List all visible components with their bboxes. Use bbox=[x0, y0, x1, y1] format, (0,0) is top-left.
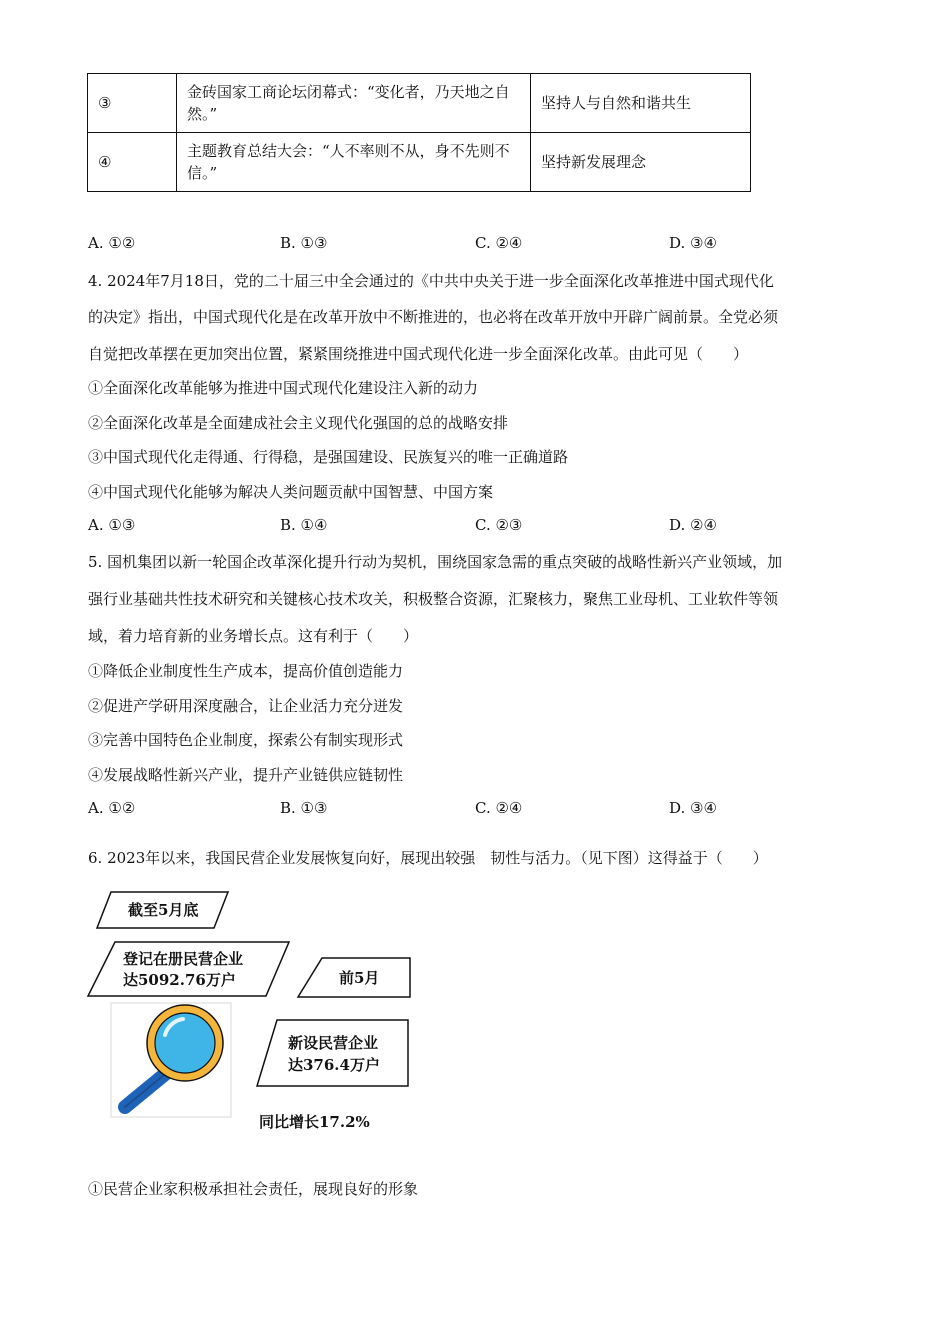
q4-option-d[interactable]: D. ②④ bbox=[669, 516, 717, 534]
q4-item-1: ①全面深化改革能够为推进中国式现代化建设注入新的动力 bbox=[88, 379, 479, 397]
date-label: 截至5月底 bbox=[128, 901, 199, 919]
infographic bbox=[85, 885, 425, 1135]
registered-line-2: 达5092.76万户 bbox=[123, 971, 236, 989]
q5-option-c[interactable]: C. ②④ bbox=[475, 799, 523, 817]
q3-option-d[interactable]: D. ③④ bbox=[669, 234, 717, 252]
q5-item-1: ①降低企业制度性生产成本，提高价值创造能力 bbox=[88, 662, 404, 680]
q4-stem-line-3: 自觉把改革摆在更加突出位置，紧紧围绕推进中国式现代化进一步全面深化改革。由此可见（ ） bbox=[88, 345, 749, 363]
q5-option-d[interactable]: D. ③④ bbox=[669, 799, 717, 817]
new-enterprises-line-2: 达376.4万户 bbox=[288, 1056, 380, 1074]
q4-option-a[interactable]: A. ①③ bbox=[88, 516, 136, 534]
q3-option-a[interactable]: A. ①② bbox=[88, 234, 136, 252]
q5-option-a[interactable]: A. ①② bbox=[88, 799, 136, 817]
period-label: 前5月 bbox=[339, 969, 380, 987]
row-number: ④ bbox=[88, 133, 177, 192]
infographic-shapes bbox=[85, 885, 425, 1135]
q5-item-2: ②促进产学研用深度融合，让企业活力充分迸发 bbox=[88, 697, 404, 715]
q6-stem: 6. 2023年以来，我国民营企业发展恢复向好，展现出较强 韧性与活力。（见下图）这得益于（ ） bbox=[88, 849, 768, 867]
q5-option-b[interactable]: B. ①③ bbox=[280, 799, 328, 817]
q5-stem-line-2: 强行业基础共性技术研究和关键核心技术攻关，积极整合资源，汇聚核力，聚焦工业母机、工业软件等领 bbox=[88, 590, 779, 608]
q4-stem-line-2: 的决定》指出，中国式现代化是在改革开放中不断推进的，也必将在改革开放中开辟广阔前景。全党必须 bbox=[88, 308, 779, 326]
q4-option-c[interactable]: C. ②③ bbox=[475, 516, 523, 534]
q4-stem-line-1: 4. 2024年7月18日，党的二十届三中全会通过的《中共中央关于进一步全面深化改革推进中国式现代化 bbox=[88, 272, 774, 290]
q5-stem-line-3: 域，着力培育新的业务增长点。这有利于（ ） bbox=[88, 627, 419, 645]
question-3-table bbox=[87, 73, 751, 192]
q5-stem-line-1: 5. 国机集团以新一轮国企改革深化提升行动为契机，围绕国家急需的重点突破的战略性新兴产业领域，加 bbox=[88, 553, 783, 571]
registered-line-1: 登记在册民营企业 bbox=[123, 950, 244, 968]
principle-cell: 坚持人与自然和谐共生 bbox=[531, 74, 751, 133]
q6-item-1: ①民营企业家积极承担社会责任，展现良好的形象 bbox=[88, 1180, 419, 1198]
q4-item-4: ④中国式现代化能够为解决人类问题贡献中国智慧、中国方案 bbox=[88, 483, 494, 501]
new-enterprises-box bbox=[257, 1020, 408, 1086]
q4-option-b[interactable]: B. ①④ bbox=[280, 516, 328, 534]
quote-cell: 主题教育总结大会：“人不率则不从，身不先则不信。” bbox=[177, 133, 531, 192]
principle-cell: 坚持新发展理念 bbox=[531, 133, 751, 192]
magnifier-lens bbox=[155, 1013, 215, 1073]
q3-option-c[interactable]: C. ②④ bbox=[475, 234, 523, 252]
table-row bbox=[88, 74, 751, 133]
q4-item-3: ③中国式现代化走得通、行得稳，是强国建设、民族复兴的唯一正确道路 bbox=[88, 448, 569, 466]
q4-item-2: ②全面深化改革是全面建成社会主义现代化强国的总的战略安排 bbox=[88, 414, 509, 432]
q5-item-4: ④发展战略性新兴产业，提升产业链供应链韧性 bbox=[88, 766, 404, 784]
quote-cell: 金砖国家工商论坛闭幕式：“变化者，乃天地之自然。” bbox=[177, 74, 531, 133]
row-number: ③ bbox=[88, 74, 177, 133]
growth-rate: 同比增长17.2% bbox=[259, 1113, 370, 1131]
q5-item-3: ③完善中国特色企业制度，探索公有制实现形式 bbox=[88, 731, 404, 749]
new-enterprises-line-1: 新设民营企业 bbox=[288, 1034, 379, 1052]
table-row bbox=[88, 133, 751, 192]
q3-option-b[interactable]: B. ①③ bbox=[280, 234, 328, 252]
